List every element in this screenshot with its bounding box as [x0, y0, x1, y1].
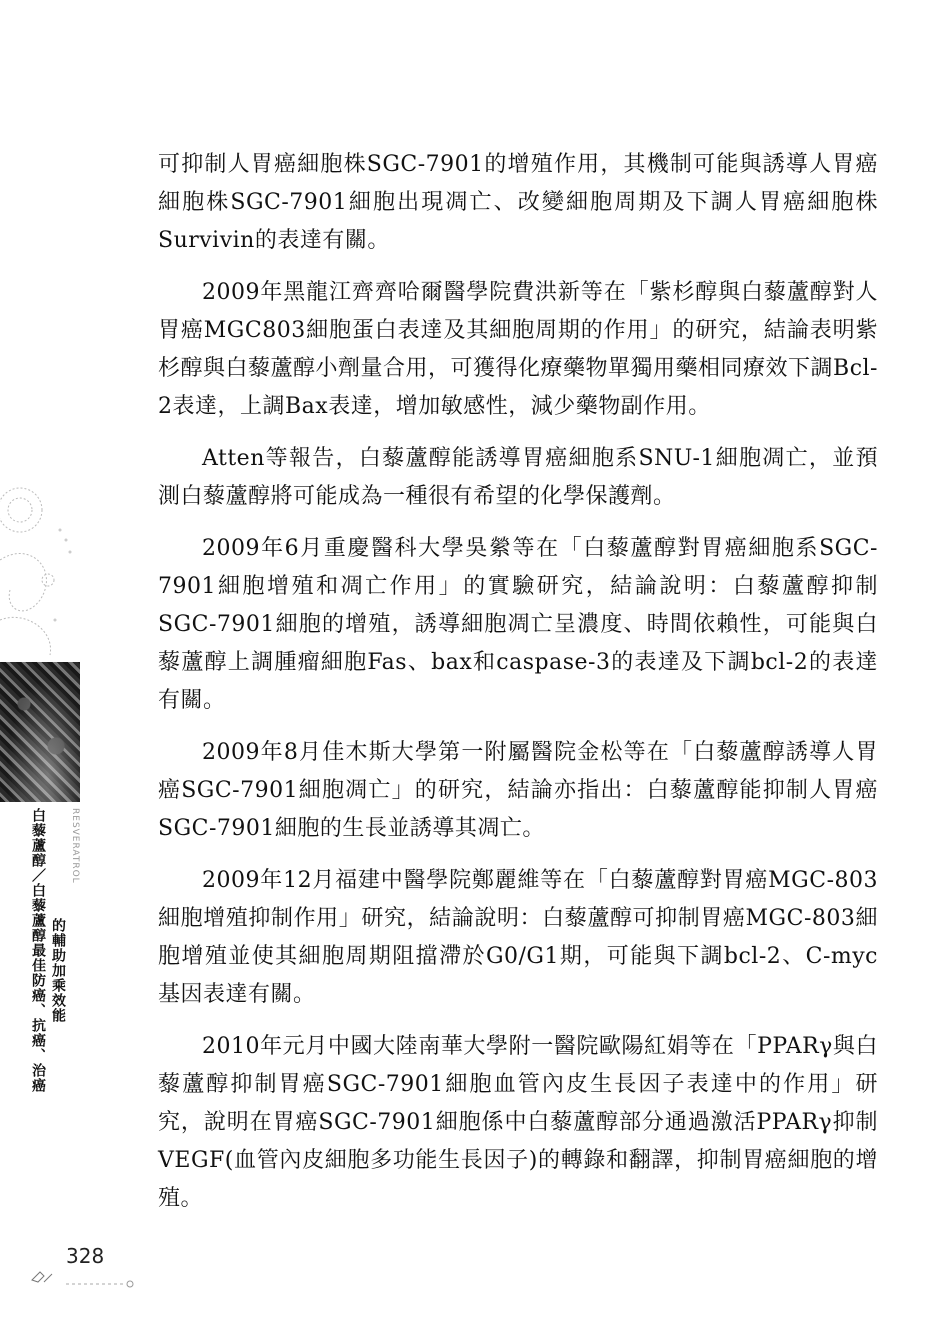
side-title-latin: RESVERATROL	[70, 808, 80, 884]
swirl-ornament-icon	[0, 470, 90, 670]
paragraph: 2010年元月中國大陸南華大學附一醫院歐陽紅娟等在「PPARγ與白藜蘆醇抑制胃癌SGC-7901細胞血管內皮生長因子表達中的作用」研究，說明在胃癌SGC-7901細胞係中白藜蘆醇部分通過激活PPARγ抑制VEGF(血管內皮細胞多功能生長因子)的轉錄和翻譯，抑制胃癌細胞的增殖。	[158, 1034, 878, 1211]
paragraph: 2009年6月重慶醫科大學吳縈等在「白藜蘆醇對胃癌細胞系SGC-7901細胞增殖和凋亡作用」的實驗研究，結論說明：白藜蘆醇抑制SGC-7901細胞的增殖，誘導細胞凋亡呈濃度、時間依賴性，可能與白藜蘆醇上調腫瘤細胞Fas、bax和caspase-3的表達及下調bcl-2的表達有關。	[158, 536, 878, 713]
page-number: 328	[66, 1244, 105, 1268]
paragraph: 2009年12月福建中醫學院鄭麗維等在「白藜蘆醇對胃癌MGC-803細胞增殖抑制作用」研究，結論說明：白藜蘆醇可抑制胃癌MGC-803細胞增殖並使其細胞周期阻擋滯於G0/G1期，可能與下調bcl-2、C-myc基因表達有關。	[158, 868, 878, 1007]
page-number-ornament-icon	[30, 1262, 140, 1288]
paragraph: 可抑制人胃癌細胞株SGC-7901的增殖作用，其機制可能與誘導人胃癌細胞株SGC-7901細胞出現凋亡、改變細胞周期及下調人胃癌細胞株Survivin的表達有關。	[158, 152, 878, 253]
body-text	[158, 146, 878, 1232]
side-book-title	[22, 808, 84, 1188]
paragraph: 2009年黑龍江齊齊哈爾醫學院費洪新等在「紫杉醇與白藜蘆醇對人胃癌MGC803細胞蛋白表達及其細胞周期的作用」的研究，結論表明紫杉醇與白藜蘆醇小劑量合用，可獲得化療藥物單獨用藥相同療效下調Bcl-2表達，上調Bax表達，增加敏感性，減少藥物副作用。	[158, 280, 878, 419]
side-photo	[0, 662, 80, 802]
side-title-col1: 白藜蘆醇／白藜蘆醇最佳防癌、抗癌、治癌	[30, 808, 46, 1093]
side-title-col2: 的輔助加乘效能	[50, 918, 66, 1023]
paragraph: 2009年8月佳木斯大學第一附屬醫院金松等在「白藜蘆醇誘導人胃癌SGC-7901細胞凋亡」的研究，結論亦指出：白藜蘆醇能抑制人胃癌SGC-7901細胞的生長並誘導其凋亡。	[158, 740, 878, 841]
paragraph: Atten等報告，白藜蘆醇能誘導胃癌細胞系SNU-1細胞凋亡，並預測白藜蘆醇將可能成為一種很有希望的化學保護劑。	[158, 446, 878, 509]
